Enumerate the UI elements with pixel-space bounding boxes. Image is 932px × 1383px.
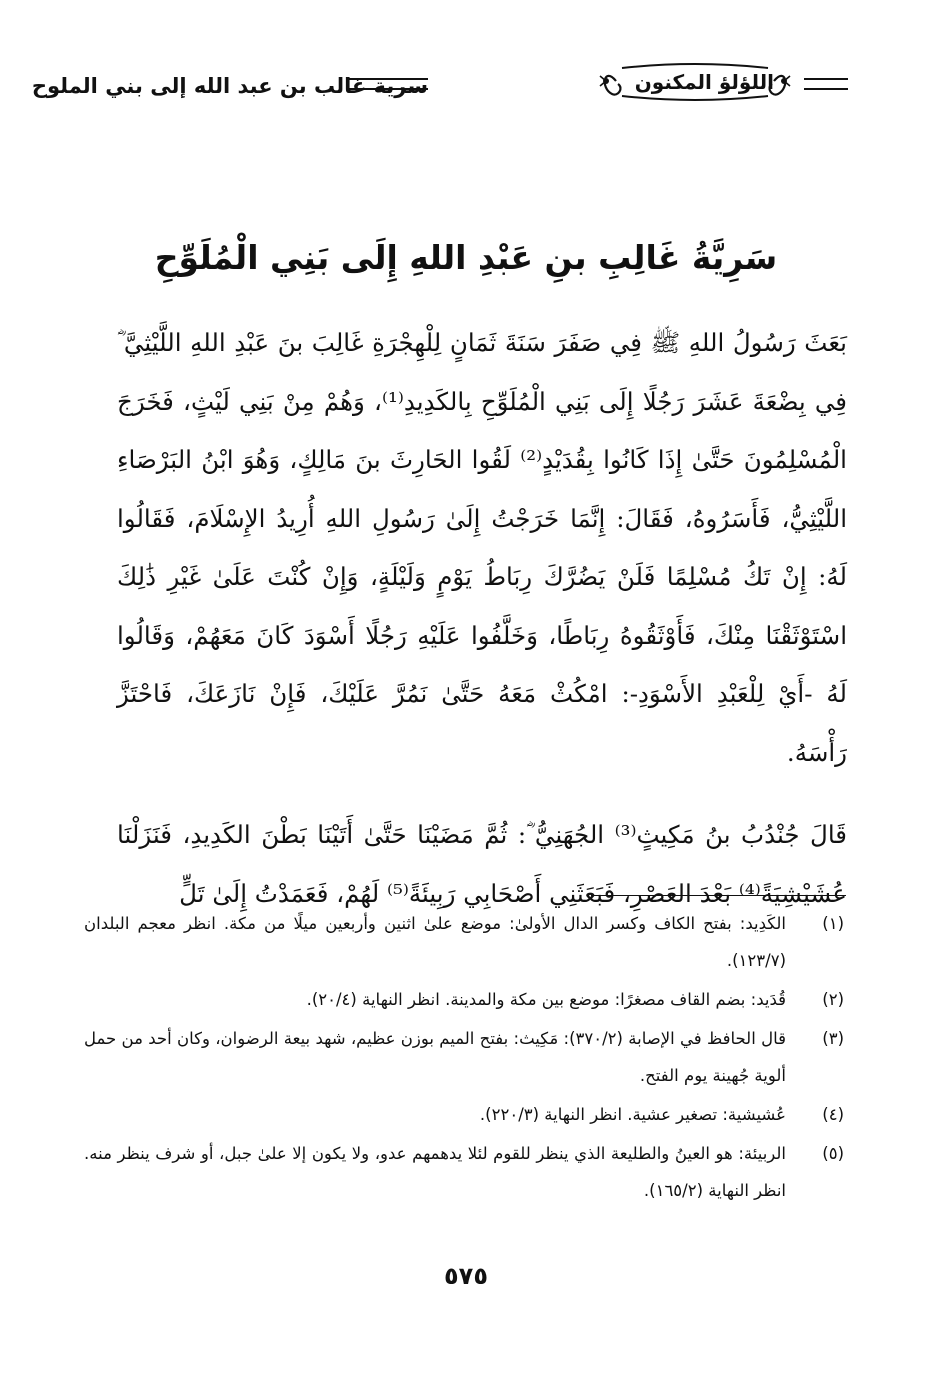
chapter-title: سَرِيَّةُ غَالِبِ بنِ عَبْدِ اللهِ إِلَى بَنِي الْمُلَوِّحِ — [154, 238, 778, 277]
footnote-number: (٥) — [822, 1144, 844, 1163]
footnote-2 — [84, 981, 844, 1018]
footnote-text: عُشيشية: تصغير عشية. انظر النهاية (٢٢٠/٣). — [479, 1105, 786, 1124]
body-paragraph-2: قَالَ جُنْدُبُ بنُ مَكِيثٍ⁽³⁾ الجُهَنِيُّ ؓ: ثُمَّ مَضَيْنَا حَتَّىٰ أَتَيْنَا بَطْنَ الكَدِيدِ، فَنَزَلْنَا عُشَيْشِيَةً⁽⁴⁾ بَعْدَ العَصْرِ، فَبَعَثَنِي أَصْحَابِي رَبِيئَةً⁽⁵⁾ لَهُمْ، فَعَمَدْتُ إِلَىٰ تَلٍّ — [117, 820, 847, 908]
footnote-1 — [84, 905, 844, 979]
footnote-text: قال الحافظ في الإصابة (٣٧٠/٢): مَكِيث: بفتح الميم بوزن عظيم، شهد بيعة الرضوان، وكان أحد من حمل ألوية جُهينة يوم الفتح. — [84, 1029, 786, 1085]
footnote-number: (٢) — [822, 990, 844, 1009]
footnote-text: الكَدِيد: بفتح الكاف وكسر الدال الأولىٰ: موضع علىٰ اثنين وأربعين ميلًا من مكة. انظر معجم البلدان (١٢٣/٧). — [84, 914, 786, 970]
footnote-number: (١) — [822, 914, 844, 933]
footnote-4 — [84, 1096, 844, 1133]
page-number: ٥٧٥ — [444, 1262, 488, 1290]
body-paragraph-1: بَعَثَ رَسُولُ اللهِ ﷺ فِي صَفَرَ سَنَةَ ثَمَانٍ لِلْهِجْرَةِ غَالِبَ بنَ عَبْدِ اللهِ اللَّيْثِيَّ ؓ فِي بِضْعَةَ عَشَرَ رَجُلًا إِلَى بَنِي الْمُلَوِّحِ بِالكَدِيدِ⁽¹⁾، وَهُمْ مِنْ بَنِي لَيْثٍ، فَخَرَجَ الْمُسْلِمُونَ حَتَّىٰ إِذَا كَانُوا بِقُدَيْدٍ⁽²⁾ لَقُوا الحَارِثَ بنَ مَالِكٍ، وَهُوَ ابْنُ البَرْصَاءِ اللَّيْثِيُّ، فَأَسَرُوهُ، فَقَالَ: إِنَّمَا خَرَجْتُ إِلَىٰ رَسُولِ اللهِ أُرِيدُ الإِسْلَامَ، فَقَالُوا لَهُ: إِنْ تَكُ مُسْلِمًا فَلَنْ يَضُرَّكَ رِبَاطُ يَوْمٍ وَلَيْلَةٍ، وَإِنْ كُنْتَ عَلَىٰ غَيْرِ ذَٰلِكَ اسْتَوْثَقْنَا مِنْكَ، فَأَوْثَقُوهُ رِبَاطًا، وَخَلَّفُوا عَلَيْهِ رَجُلًا أَسْوَدَ كَانَ مَعَهُمْ، وَقَالُوا لَهُ -أَيْ لِلْعَبْدِ الأَسْوَدِ-: امْكُثْ مَعَهُ حَتَّىٰ نَمُرَّ عَلَيْكَ، فَإِنْ نَازَعَكَ، فَاحْتَزَّ رَأْسَهُ. — [117, 328, 847, 767]
footnote-5 — [84, 1135, 844, 1209]
header-book-title: اللؤلؤ المكنون — [634, 70, 774, 94]
footnote-number: (٤) — [822, 1105, 844, 1124]
footnote-number: (٣) — [822, 1029, 844, 1048]
footnote-3 — [84, 1020, 844, 1094]
footnote-separator — [591, 895, 846, 896]
footnotes — [84, 905, 844, 1211]
running-header — [31, 56, 848, 106]
footnote-text: الربيئة: هو العينُ والطليعة الذي ينظر للقوم لئلا يدهمهم عدو، ولا يكون إلا علىٰ جبل، أو شرف ينظر منه. انظر النهاية (١٦٥/٢). — [84, 1144, 786, 1200]
main-text — [117, 314, 847, 923]
header-section-title: سرية غالب بن عبد الله إلى بني الملوح — [31, 74, 428, 98]
footnote-text: قُدَيد: بضم القاف مصغرًا: موضع بين مكة والمدينة. انظر النهاية (٢٠/٤). — [306, 990, 786, 1009]
header-double-rule-right — [804, 78, 848, 90]
